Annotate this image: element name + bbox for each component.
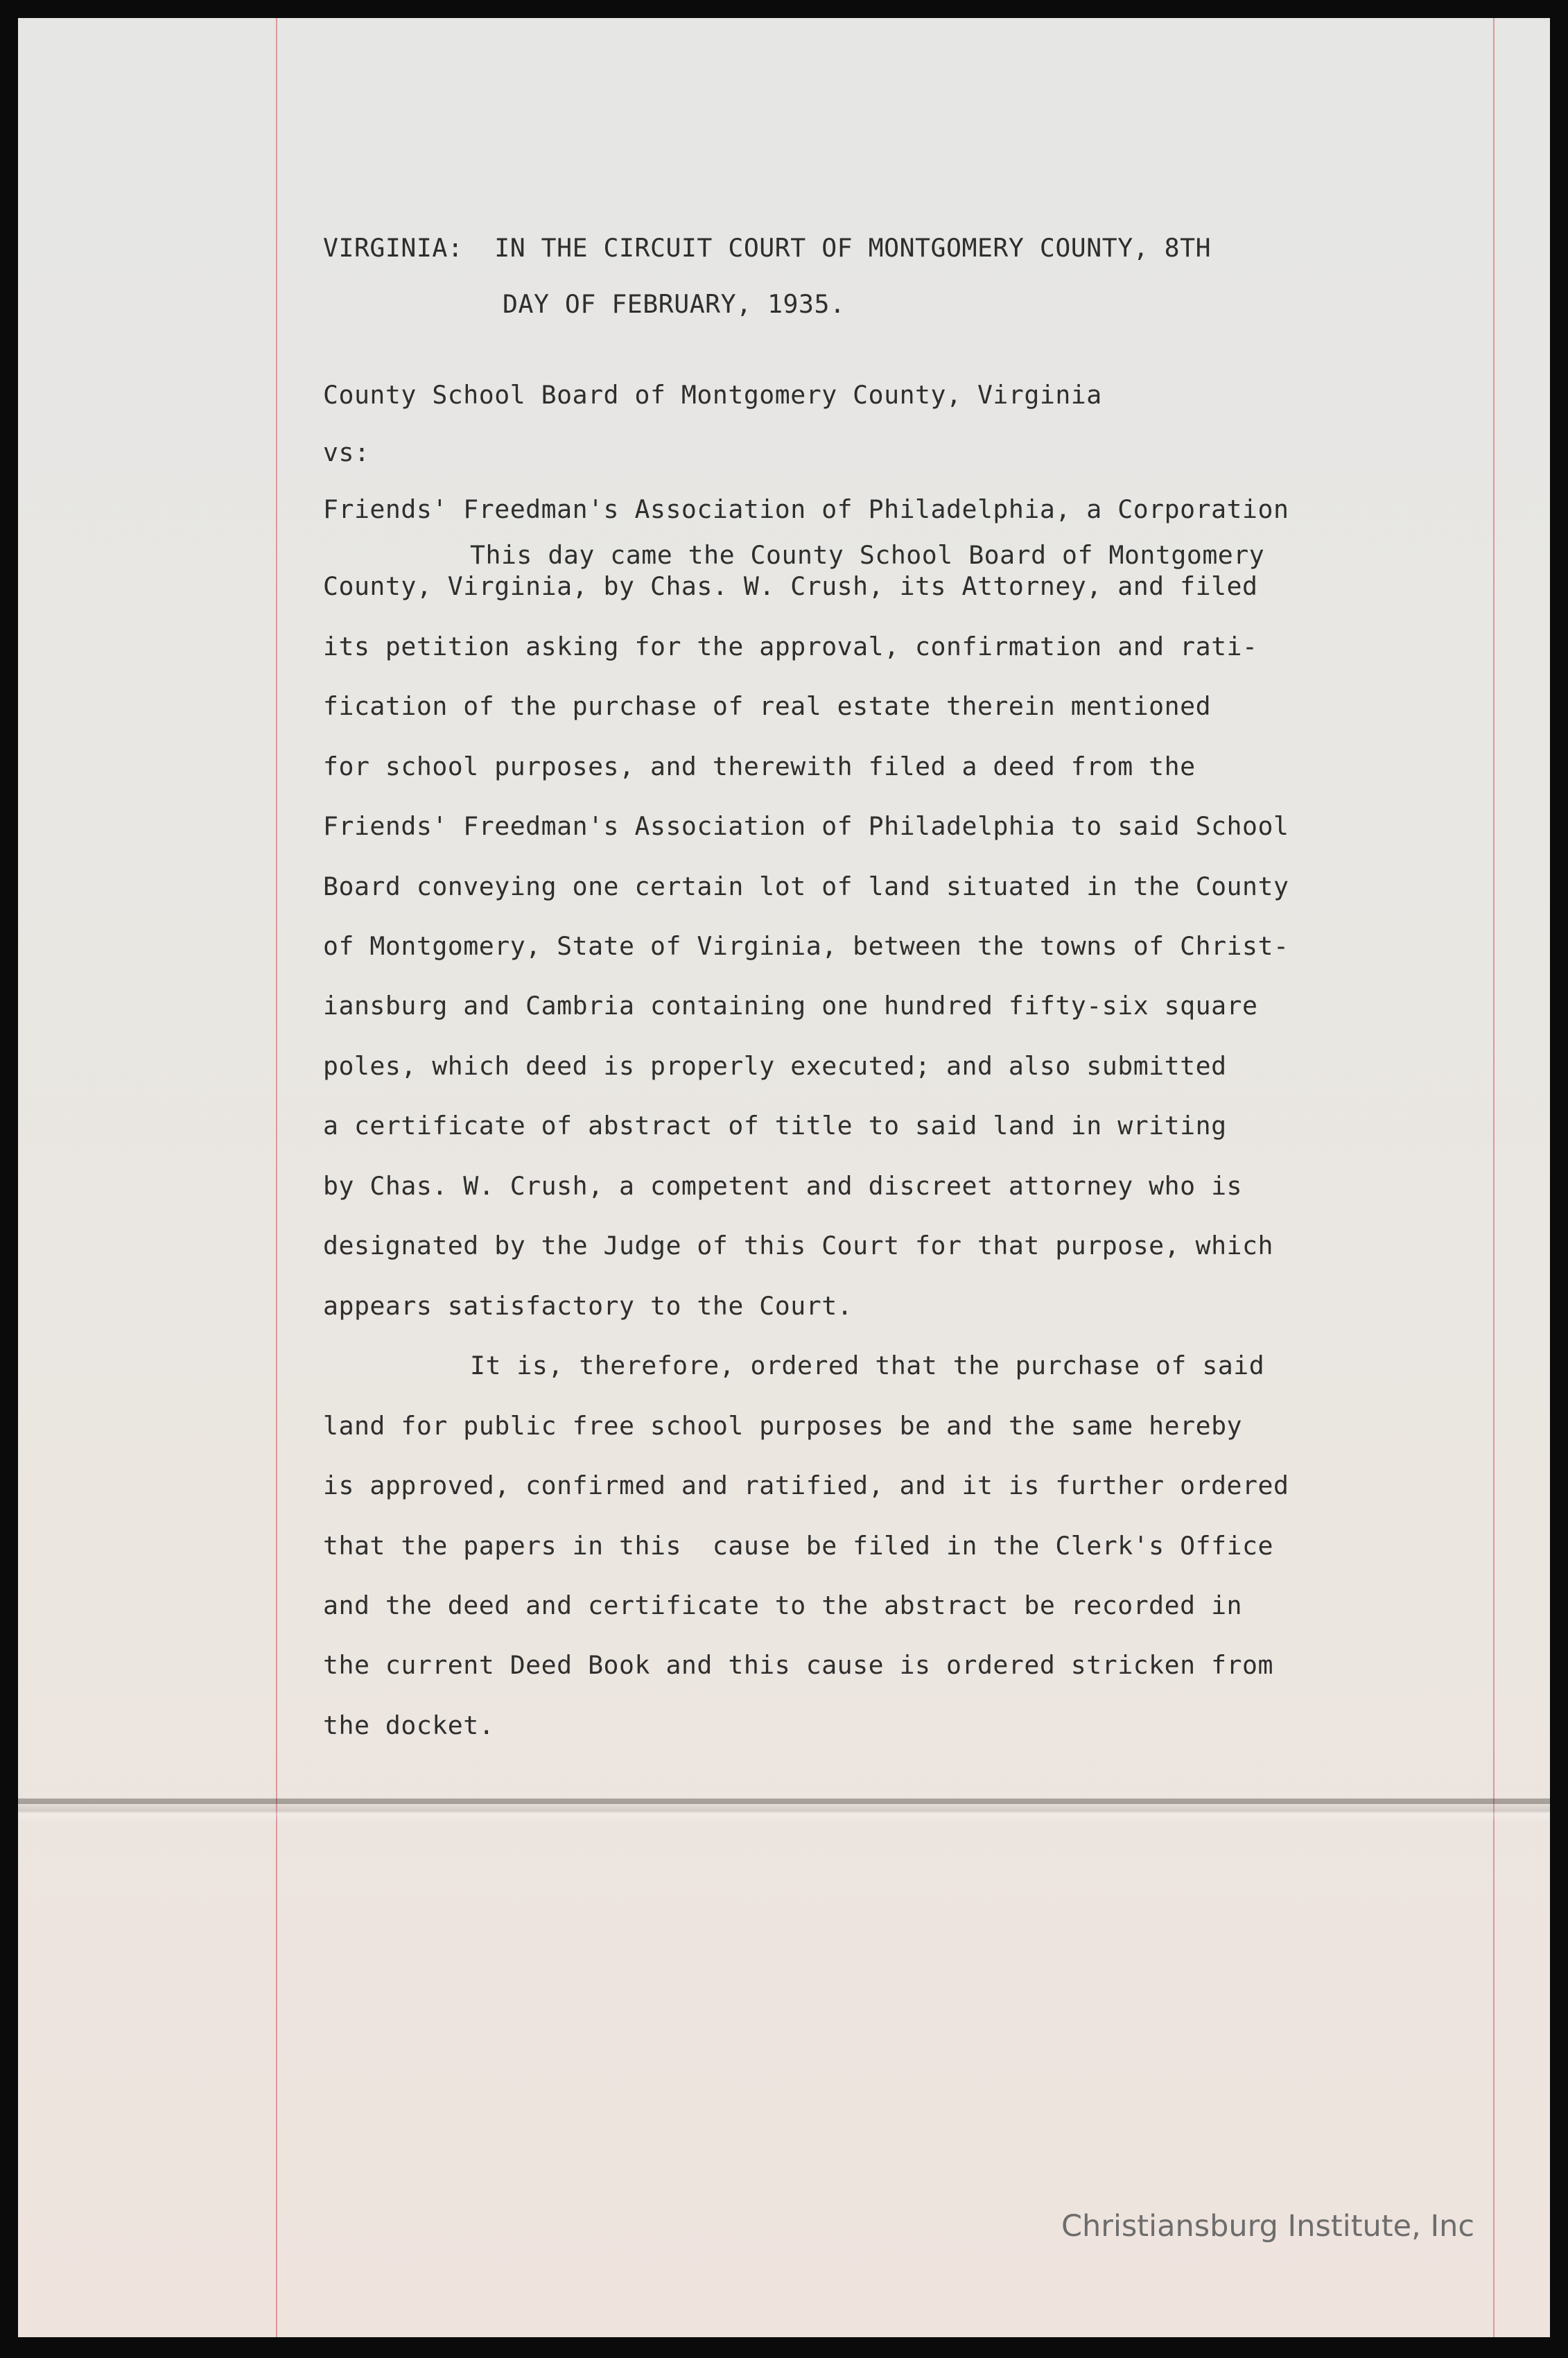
- body-line: Friends' Freedman's Association of Philadelphia to said School: [323, 811, 1289, 841]
- court-heading-line-1: VIRGINIA: IN THE CIRCUIT COURT OF MONTGOMERY COUNTY, 8TH: [323, 233, 1212, 263]
- body-line: poles, which deed is properly executed; and also submitted: [323, 1051, 1227, 1081]
- paper-fold: [18, 1801, 1550, 1822]
- body-line: County, Virginia, by Chas. W. Crush, its Attorney, and filed: [323, 571, 1258, 601]
- document-page: [18, 18, 1550, 2337]
- body-line: its petition asking for the approval, confirmation and rati-: [323, 632, 1258, 661]
- body-line: and the deed and certificate to the abstract be recorded in: [323, 1590, 1243, 1620]
- body-line: fication of the purchase of real estate therein mentioned: [323, 691, 1212, 721]
- body-line: of Montgomery, State of Virginia, between the towns of Christ-: [323, 931, 1289, 961]
- plaintiff-name: County School Board of Montgomery County, Virginia: [323, 380, 1102, 410]
- versus-label: vs:: [323, 437, 370, 467]
- right-margin-rule: [1493, 18, 1495, 2337]
- body-line: a certificate of abstract of title to said land in writing: [323, 1111, 1227, 1141]
- body-line: iansburg and Cambria containing one hundred fifty-six square: [323, 991, 1258, 1021]
- body-line: that the papers in this cause be filed in the Clerk's Office: [323, 1531, 1273, 1561]
- body-line: is approved, confirmed and ratified, and it is further ordered: [323, 1471, 1289, 1500]
- body-line: Board conveying one certain lot of land situated in the County: [323, 872, 1289, 901]
- body-line: designated by the Judge of this Court for that purpose, which: [323, 1231, 1273, 1260]
- body-line: by Chas. W. Crush, a competent and discreet attorney who is: [323, 1171, 1243, 1201]
- body-line: This day came the County School Board of Montgomery: [470, 540, 1265, 570]
- body-line: for school purposes, and therewith filed a deed from the: [323, 752, 1196, 781]
- watermark-text: Christiansburg Institute, Inc: [1061, 2209, 1475, 2244]
- body-line: appears satisfactory to the Court.: [323, 1291, 853, 1321]
- defendant-name: Friends' Freedman's Association of Philadelphia, a Corporation: [323, 494, 1289, 524]
- left-margin-rule: [276, 18, 277, 2337]
- body-line: the current Deed Book and this cause is ordered stricken from: [323, 1650, 1273, 1680]
- body-line: land for public free school purposes be and the same hereby: [323, 1411, 1243, 1441]
- body-line: It is, therefore, ordered that the purchase of said: [470, 1351, 1265, 1380]
- body-line: the docket.: [323, 1710, 495, 1740]
- court-heading-line-2: DAY OF FEBRUARY, 1935.: [503, 289, 846, 319]
